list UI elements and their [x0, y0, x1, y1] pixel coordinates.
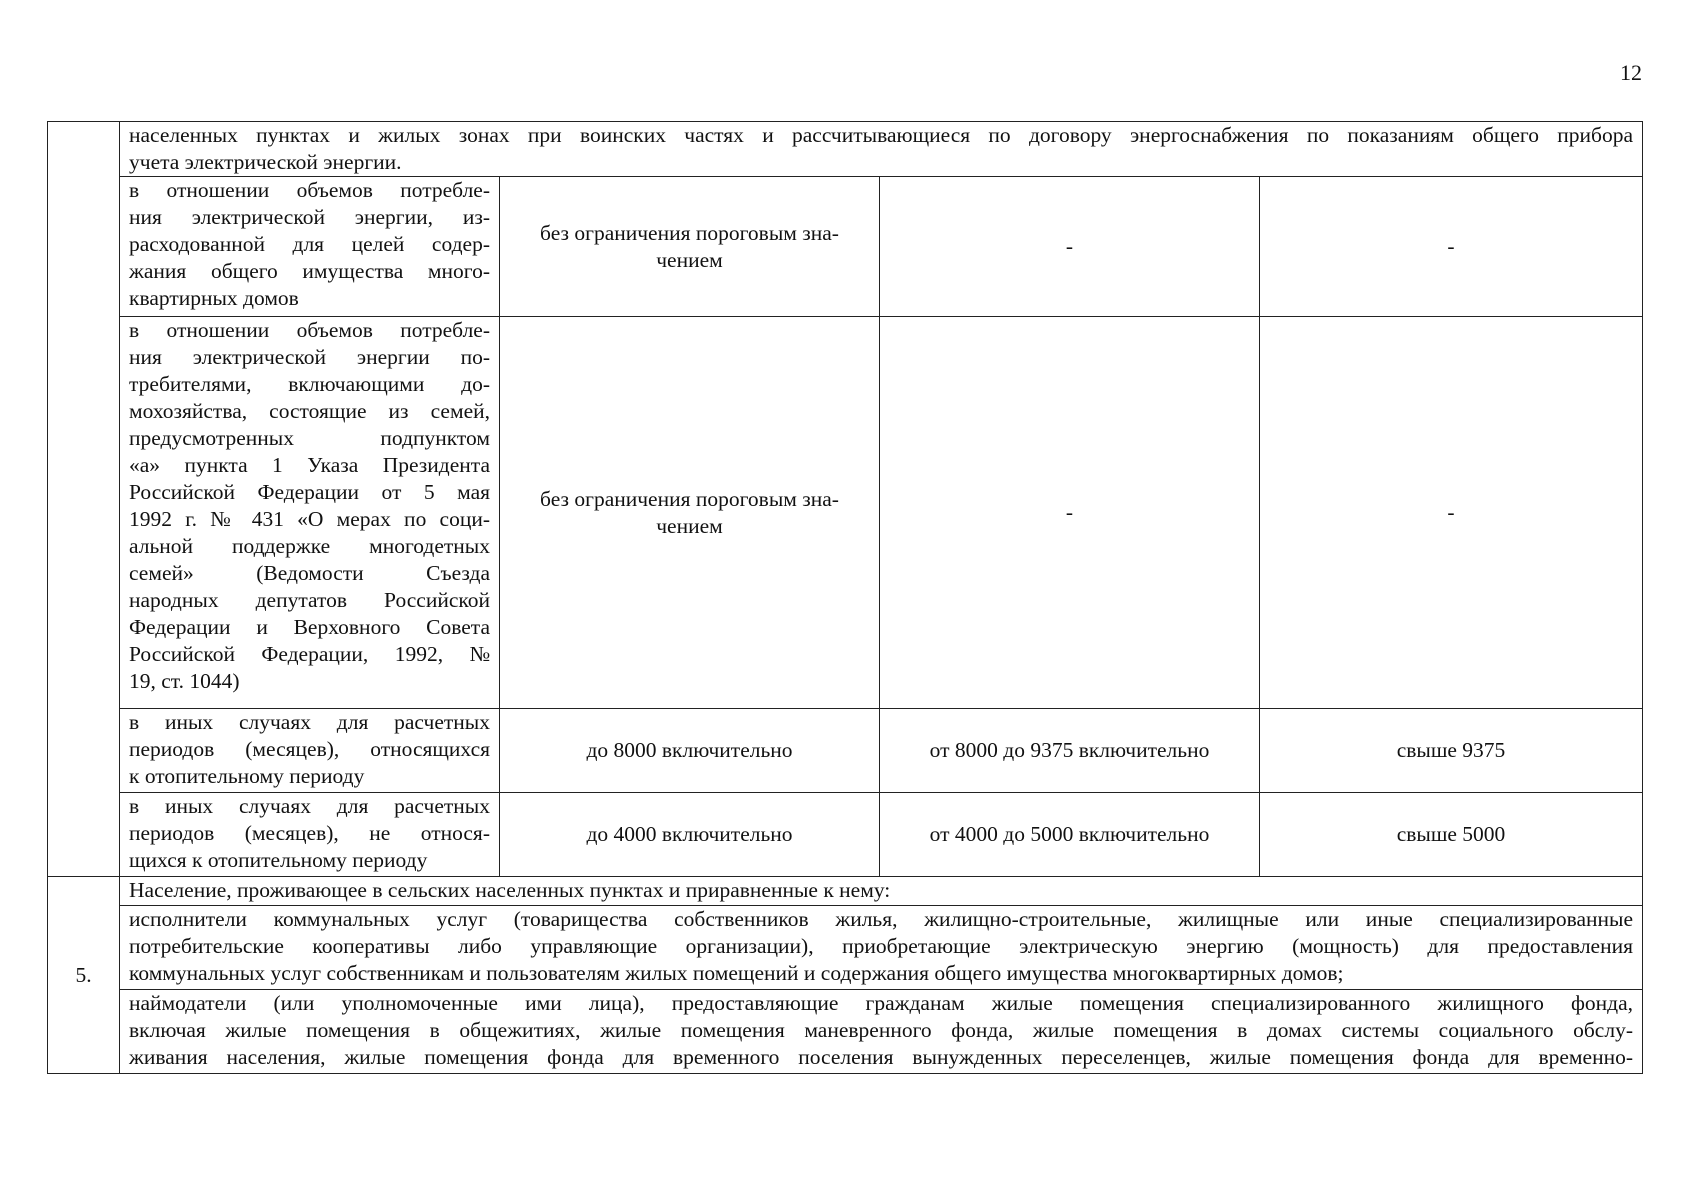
row-description: [120, 709, 500, 793]
table-row: [48, 709, 1643, 793]
description-line: в отношении объемов потребле-: [129, 178, 490, 202]
description-line: в отношении объемов потребле-: [129, 318, 490, 342]
description-line: мохозяйства, состоящие из семей,: [129, 399, 490, 423]
value-cell-2: от 4000 до 5000 включительно: [880, 793, 1260, 877]
value-cell-3: свыше 9375: [1260, 709, 1643, 793]
description-line: ния электрической энергии, из-: [129, 205, 490, 229]
description-line: требителями, включающими до-: [129, 372, 490, 396]
paragraph-line: коммунальных услуг собственникам и пользователям жилых помещений и содержания общего имущества многоквартирных домов;: [129, 961, 1344, 985]
value-cell-2: -: [880, 317, 1260, 709]
page-number: 12: [1620, 60, 1642, 85]
tariff-table: [47, 121, 1643, 1074]
description-line: 19, ст. 1044): [129, 669, 240, 693]
description-line: предусмотренных подпунктом: [129, 426, 490, 450]
description-line: квартирных домов: [129, 286, 299, 310]
value-line: чением: [656, 513, 723, 538]
description-line: в иных случаях для расчетных: [129, 710, 490, 734]
section-5-paragraph-row: [48, 906, 1643, 990]
description-line: Российской Федерации от 5 мая: [129, 480, 490, 504]
value-cell-1: [500, 709, 880, 793]
description-line: периодов (месяцев), не относя-: [129, 821, 490, 845]
description-line: к отопительному периоду: [129, 764, 365, 788]
value-cell-2: от 8000 до 9375 включительно: [880, 709, 1260, 793]
value-line: до 4000 включительно: [586, 822, 793, 846]
paragraph-line: исполнители коммунальных услуг (товарищества собственников жилья, жилищно-строительные, жилищные или иные специализированные: [129, 907, 1633, 931]
section-5-header-row: [48, 877, 1643, 906]
paragraph-line: включая жилые помещения в общежитиях, жилые помещения маневренного фонда, жилые помещения в домах системы социального обслу-: [129, 1018, 1633, 1042]
description-line: Российской Федерации, 1992, №: [129, 642, 490, 666]
value-cell-3: -: [1260, 317, 1643, 709]
value-line: без ограничения пороговым зна-: [540, 220, 839, 245]
value-cell-2: -: [880, 177, 1260, 317]
value-line: до 8000 включительно: [586, 738, 793, 762]
table-row: [48, 177, 1643, 317]
value-cell-1: [500, 317, 880, 709]
table-row: [48, 317, 1643, 709]
value-cell-3: -: [1260, 177, 1643, 317]
description-line: семей» (Ведомости Съезда: [129, 561, 490, 585]
section-5-paragraph-2: [120, 990, 1643, 1074]
section-5-header: Население, проживающее в сельских населенных пунктах и приравненные к нему:: [120, 877, 1643, 906]
table-row: [48, 793, 1643, 877]
section-5-number: 5.: [48, 877, 120, 1074]
description-line: жания общего имущества много-: [129, 259, 490, 283]
description-line: в иных случаях для расчетных: [129, 794, 490, 818]
description-line: периодов (месяцев), относящихся: [129, 737, 490, 761]
description-line: Федерации и Верховного Совета: [129, 615, 490, 639]
value-cell-1: [500, 793, 880, 877]
section-5-paragraph-row: [48, 990, 1643, 1074]
description-line: 1992 г. № 431 «О мерах по соци-: [129, 507, 490, 531]
value-cell-3: свыше 5000: [1260, 793, 1643, 877]
paragraph-line: живания населения, жилые помещения фонда для временного поселения вынужденных переселенцев, жилые помещения фонда для временно-: [129, 1045, 1633, 1069]
section-4-header-line: населенных пунктах и жилых зонах при воинских частях и рассчитывающиеся по договору энергоснабжения по показаниям общего прибора: [129, 123, 1633, 147]
section-5-paragraph-1: [120, 906, 1643, 990]
description-line: ния электрической энергии по-: [129, 345, 490, 369]
description-line: народных депутатов Российской: [129, 588, 490, 612]
row-description: [120, 793, 500, 877]
value-line: чением: [656, 247, 723, 272]
value-cell-1: [500, 177, 880, 317]
description-line: «а» пункта 1 Указа Президента: [129, 453, 490, 477]
paragraph-line: наймодатели (или уполномоченные ими лица), предоставляющие гражданам жилые помещения специализированного жилищного фонда,: [129, 991, 1633, 1015]
description-line: расходованной для целей содер-: [129, 232, 490, 256]
description-line: альной поддержке многодетных: [129, 534, 490, 558]
section-4-header-line: учета электрической энергии.: [129, 150, 402, 174]
section-4-number-cell: [48, 122, 120, 877]
paragraph-line: потребительские кооперативы либо управляющие организации), приобретающие электрическую энергию (мощность) для предоставления: [129, 934, 1633, 958]
row-description: [120, 177, 500, 317]
section-4-header: [120, 122, 1643, 177]
row-description: [120, 317, 500, 709]
section-4-header-row: [48, 122, 1643, 177]
description-line: щихся к отопительному периоду: [129, 848, 428, 872]
value-line: без ограничения пороговым зна-: [540, 486, 839, 511]
